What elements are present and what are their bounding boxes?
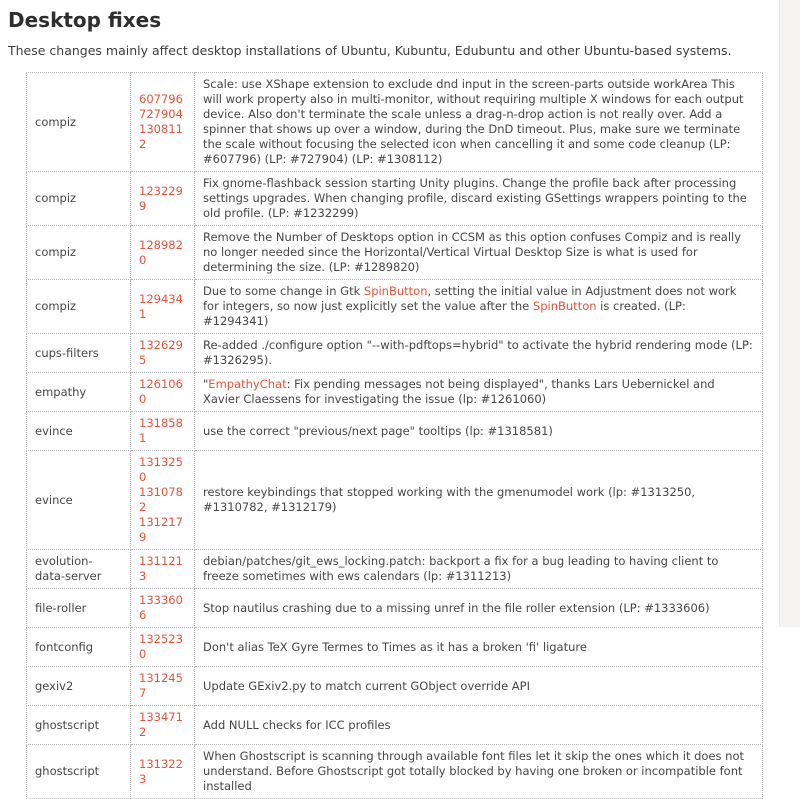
package-cell: compiz [27,280,131,334]
description-cell: restore keybindings that stopped working with the gmenumodel work (lp: #1313250, #1310782, #1312179) [195,451,763,550]
inline-link[interactable]: SpinButton [363,284,428,298]
table-row [27,589,763,628]
bug-link[interactable]: 1311213 [139,554,183,583]
package-cell: fontconfig [27,628,131,667]
description-cell: use the correct "previous/next page" tooltips (lp: #1318581) [195,412,763,451]
bug-link[interactable]: 1334712 [139,710,183,739]
bug-cell [131,373,195,412]
table-row [27,334,763,373]
bug-link[interactable]: 1313223 [139,756,183,786]
package-cell: ghostscript [27,745,131,799]
description-cell: "EmpathyChat: Fix pending messages not being displayed", thanks Lars Uebernickel and Xavier Claessens for investigating the issue (lp: #1261060) [195,373,763,412]
package-cell: evince [27,412,131,451]
package-cell: ghostscript [27,706,131,745]
bug-link[interactable]: 1326295 [139,338,183,367]
bug-link[interactable]: 1333606 [139,593,183,622]
bug-cell [131,226,195,280]
description-cell: Due to some change in Gtk SpinButton, setting the initial value in Adjustment does not work for integers, so now just explicitly set the value after the SpinButton is created. (LP: #1294341) [195,280,763,334]
description-cell: Remove the Number of Desktops option in CCSM as this option confuses Compiz and is really no longer needed since the Horizontal/Vertical Virtual Desktop Size is what is used for determining the size. (LP: #1289820) [195,226,763,280]
bug-link[interactable]: 1232299 [139,183,183,213]
bug-cell [131,451,195,550]
bug-cell [131,589,195,628]
bug-cell [131,280,195,334]
table-row [27,745,763,799]
bug-link[interactable]: 1318581 [139,416,183,445]
bug-cell [131,550,195,589]
bug-cell [131,628,195,667]
page-intro: These changes mainly affect desktop installations of Ubuntu, Kubuntu, Edubuntu and other Ubuntu-based systems. [8,43,732,58]
bug-link[interactable]: 607796 [139,92,183,106]
table-row [27,73,763,172]
package-cell: gexiv2 [27,667,131,706]
inline-link[interactable]: SpinButton [532,299,597,313]
package-cell: empathy [27,373,131,412]
table-row [27,226,763,280]
bug-link[interactable]: 1294341 [139,291,183,321]
description-cell: Fix gnome-flashback session starting Unity plugins. Change the profile back after processing settings upgrades. When changing profile, discard existing GSettings wrappers pointing to the old profile. (LP: #1232299) [195,172,763,226]
page-title: Desktop fixes [8,8,162,32]
bug-link[interactable]: 1310782 [139,485,183,514]
table-row [27,451,763,550]
package-cell: compiz [27,226,131,280]
table-row [27,628,763,667]
scrollbar-track[interactable] [779,0,800,627]
bug-link[interactable]: 727904 [139,107,183,121]
bug-link[interactable]: 1289820 [139,237,183,267]
package-cell: evolution-data-server [27,550,131,589]
description-cell: Update GExiv2.py to match current GObject override API [195,667,763,706]
desktop-fixes-table [26,72,763,799]
package-cell: compiz [27,172,131,226]
table-row [27,706,763,745]
table-row [27,172,763,226]
inline-link[interactable]: EmpathyChat [208,377,287,391]
bug-cell [131,706,195,745]
description-cell: debian/patches/git_ews_locking.patch: backport a fix for a bug leading to having client to freeze sometimes with ews calendars (lp: #1311213) [195,550,763,589]
bug-link[interactable]: 1312457 [139,671,183,700]
bug-link[interactable]: 1261060 [139,377,183,406]
bug-link[interactable]: 1308112 [139,122,183,151]
bug-cell [131,745,195,799]
bug-link[interactable]: 1313250 [139,455,183,484]
bug-cell [131,73,195,172]
description-cell: Stop nautilus crashing due to a missing unref in the file roller extension (LP: #1333606) [195,589,763,628]
package-cell: compiz [27,73,131,172]
bug-cell [131,412,195,451]
table-row [27,412,763,451]
bug-cell [131,334,195,373]
table-row [27,667,763,706]
package-cell: evince [27,451,131,550]
bug-cell [131,667,195,706]
table-row [27,280,763,334]
description-cell: Scale: use XShape extension to exclude dnd input in the screen-parts outside workArea This will work property also in multi-monitor, without requiring multiple X windows for each output device. Also don't terminate the scale unless a drag-n-drop action is not really over. Add a spinner that shows up over a window, during the DnD timeout. Plus, make sure we terminate the scale without focusing the selected icon when cancelling it and some code cleanup (LP: #607796) (LP: #727904) (LP: #1308112) [195,73,763,172]
description-cell: When Ghostscript is scanning through available font files let it skip the ones which it does not understand. Before Ghostscript got totally blocked by having one broken or incompatible font installed [195,745,763,799]
package-cell: file-roller [27,589,131,628]
description-cell: Re-added ./configure option "--with-pdftops=hybrid" to activate the hybrid rendering mode (LP: #1326295). [195,334,763,373]
table-body [27,73,763,799]
bug-link[interactable]: 1325230 [139,632,183,661]
bug-cell [131,172,195,226]
table-row [27,550,763,589]
table-row [27,373,763,412]
package-cell: cups-filters [27,334,131,373]
description-cell: Don't alias TeX Gyre Termes to Times as it has a broken 'fi' ligature [195,628,763,667]
description-cell: Add NULL checks for ICC profiles [195,706,763,745]
bug-link[interactable]: 1312179 [139,515,183,544]
